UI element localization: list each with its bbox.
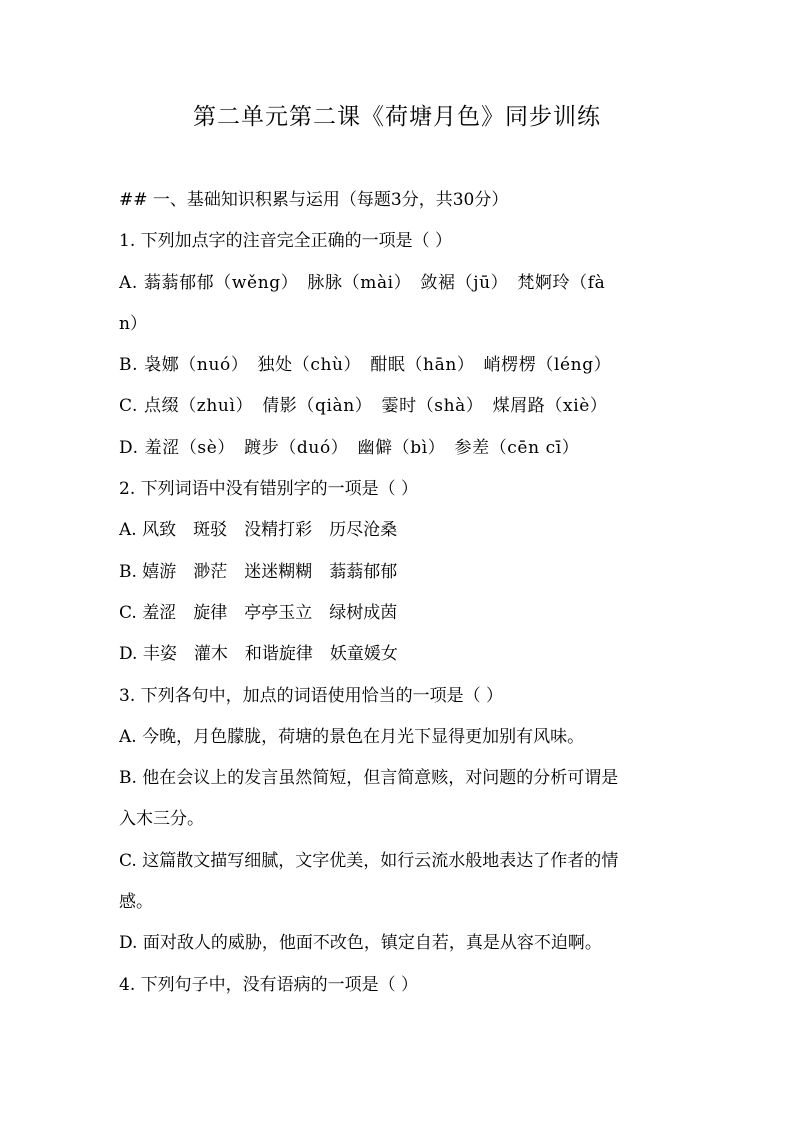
document-title: 第二单元第二课《荷塘月色》同步训练 [193, 104, 601, 130]
question-2-stem: 2. 下列词语中没有错别字的一项是（ ） [119, 479, 419, 500]
question-1-option-a-line2: n） [119, 313, 147, 334]
question-3-option-d: D. 面对敌人的威胁，他面不改色，镇定自若，真是从容不迫啊。 [119, 933, 602, 954]
question-3-option-b-line2: 入木三分。 [119, 809, 204, 830]
question-2-option-d: D. 丰姿 灌木 和谐旋律 妖童媛女 [119, 644, 398, 665]
question-1-option-a-line1: A. 蓊蓊郁郁（wěng） 脉脉（mài） 敛裾（jū） 梵婀玲（fà [119, 272, 606, 293]
question-3-stem: 3. 下列各句中，加点的词语使用恰当的一项是（ ） [119, 685, 504, 706]
question-3-option-b-line1: B. 他在会议上的发言虽然简短，但言简意赅，对问题的分析可谓是 [119, 768, 619, 789]
question-1-stem: 1. 下列加点字的注音完全正确的一项是（ ） [119, 231, 453, 252]
question-1-option-b: B. 袅娜（nuó） 独处（chù） 酣眠（hān） 峭楞楞（léng） [119, 355, 612, 376]
question-2-option-c: C. 羞涩 旋律 亭亭玉立 绿树成茵 [119, 602, 398, 623]
question-2-option-b: B. 嬉游 渺茫 迷迷糊糊 蓊蓊郁郁 [119, 561, 398, 582]
question-4-stem: 4. 下列句子中，没有语病的一项是（ ） [119, 974, 419, 995]
question-3-option-c-line2: 感。 [119, 892, 153, 913]
question-1-option-c: C. 点缀（zhuì） 倩影（qiàn） 霎时（shà） 煤屑路（xiè） [119, 396, 608, 417]
question-1-option-d: D. 羞涩（sè） 踱步（duó） 幽僻（bì） 参差（cēn cī） [119, 437, 580, 458]
question-3-option-c-line1: C. 这篇散文描写细腻，文字优美，如行云流水般地表达了作者的情 [119, 850, 619, 871]
question-3-option-a: A. 今晚，月色朦胧，荷塘的景色在月光下显得更加别有风味。 [119, 726, 585, 747]
section-heading: ## 一、基础知识积累与运用（每题3分，共30分） [119, 190, 509, 210]
question-2-option-a: A. 风致 斑驳 没精打彩 历尽沧桑 [119, 520, 398, 541]
document-body [119, 186, 679, 1012]
